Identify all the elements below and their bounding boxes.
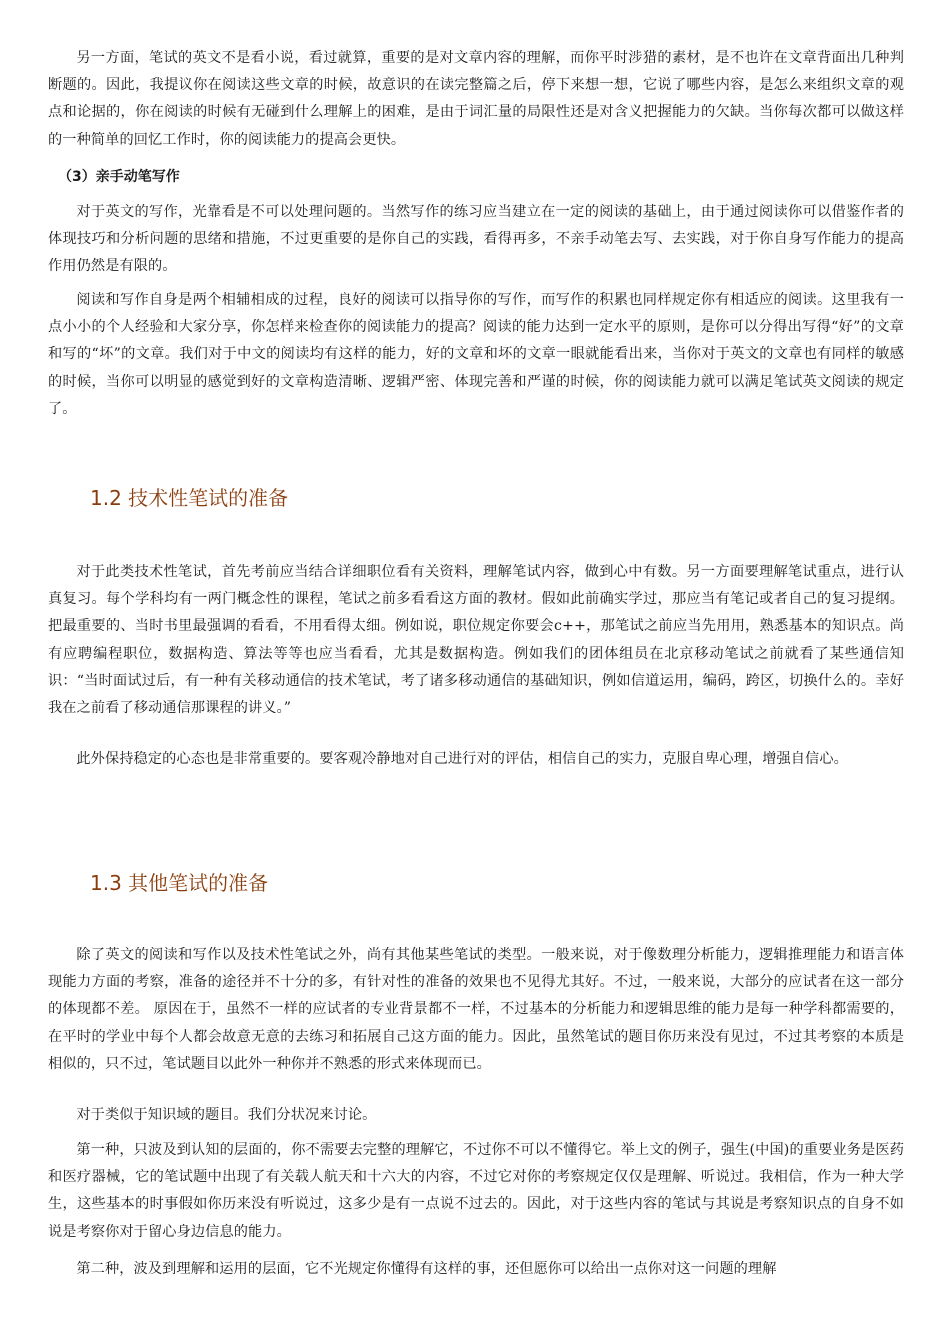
paragraph-knowledge-domain: 对于类似于知识域的题目。我们分状况来讨论。 bbox=[76, 1107, 377, 1123]
paragraph-writing-practice: 对于英文的写作，光靠看是不可以处理问题的。当然写作的练习应当建立在一定的阅读的基础上，由于通过阅读你可以借鉴作者的体现技巧和分析问题的思绪和措施，不过更重要的是你自己的实践，看得再多，不亲手动笔去写、去实践，对于你自身写作能力的提高作用仍然是有限的。 bbox=[48, 204, 904, 275]
paragraph-case-one: 第一种，只波及到认知的层面的，你不需要去完整的理解它，不过你不可以不懂得它。举上文的例子，强生(中国)的重要业务是医药和医疗器械，它的笔试题中出现了有关载人航天和十六大的内容，不过它对你的考察规定仅仅是理解、听说过。我相信，作为一种大学生，这些基本的时事假如你历来没有听说过，这多少是有一点说不过去的。因此，对于这些内容的笔试与其说是考察知识点的自身不如说是考察你对于留心身边信息的能力。 bbox=[48, 1142, 904, 1240]
paragraph-other-types: 除了英文的阅读和写作以及技术性笔试之外，尚有其他某些笔试的类型。一般来说，对于像数理分析能力，逻辑推理能力和语言体现能力方面的考察，准备的途径并不十分的多，有针对性的准备的效果也不见得尤其好。不过，一般来说，大部分的应试者在这一部分的体现都不差。 原因在于，虽然不一样的应试者的专业背景都不一样，不过基本的分析能力和逻辑思维的能力是每一种学科都需要的，在平时的学业中每个人都会故意无意的去练习和拓展自己这方面的能力。因此，虽然笔试的题目你历来没有见过，不过其考察的本质是相似的，只不过，笔试题目以此外一种你并不熟悉的形式来体现而已。 bbox=[48, 947, 904, 1072]
paragraph-reading-writing: 阅读和写作自身是两个相辅相成的过程，良好的阅读可以指导你的写作，而写作的积累也同样规定你有相适应的阅读。这里我有一点小小的个人经验和大家分享，你怎样来检查你的阅读能力的提高？阅读的能力达到一定水平的原则，是你可以分得出写得“好”的文章和写的“坏”的文章。我们对于中文的阅读均有这样的能力，好的文章和坏的文章一眼就能看出来，当你对于英文的文章也有同样的敏感的时候，当你可以明显的感觉到好的文章构造清晰、逻辑严密、体现完善和严谨的时候，你的阅读能力就可以满足笔试英文阅读的规定了。 bbox=[48, 292, 904, 417]
paragraph-mindset: 此外保持稳定的心态也是非常重要的。要客观冷静地对自己进行对的评估，相信自己的实力，克服自卑心理，增强自信心。 bbox=[76, 751, 848, 767]
section-heading-technical-test: 1.2 技术性笔试的准备 bbox=[90, 486, 289, 510]
paragraph-case-two: 第二种，波及到理解和运用的层面，它不光规定你懂得有这样的事，还但愿你可以给出一点你对这一问题的理解 bbox=[76, 1261, 777, 1277]
subheading-writing-practice: （3）亲手动笔写作 bbox=[58, 169, 180, 185]
paragraph-reading-reflection: 另一方面，笔试的英文不是看小说，看过就算，重要的是对文章内容的理解，而你平时涉猎的素材，是不也许在文章背面出几种判断题的。因此，我提议你在阅读这些文章的时候，故意识的在读完整篇之后，停下来想一想，它说了哪些内容，是怎么来组织文章的观点和论据的，你在阅读的时候有无碰到什么理解上的困难，是由于词汇量的局限性还是对含义把握能力的欠缺。当你每次都可以做这样的一种简单的回忆工作时，你的阅读能力的提高会更快。 bbox=[48, 50, 904, 148]
paragraph-technical-prep: 对于此类技术性笔试，首先考前应当结合详细职位看有关资料，理解笔试内容，做到心中有数。另一方面要理解笔试重点，进行认真复习。每个学科均有一两门概念性的课程，笔试之前多看看这方面的教材。假如此前确实学过，那应当有笔记或者自己的复习提纲。把最重要的、当时书里最强调的看看，不用看得太细。例如说，职位规定你要会c++，那笔试之前应当先用用，熟悉基本的知识点。尚有应聘编程职位，数据构造、算法等等也应当看看，尤其是数据构造。例如我们的团体组员在北京移动笔试之前就看了某些通信知识：“当时面试过后，有一种有关移动通信的技术笔试，考了诸多移动通信的基础知识，例如信道运用，编码，跨区，切换什么的。幸好我在之前看了移动通信那课程的讲义。” bbox=[48, 564, 904, 717]
section-heading-other-test: 1.3 其他笔试的准备 bbox=[90, 871, 269, 895]
